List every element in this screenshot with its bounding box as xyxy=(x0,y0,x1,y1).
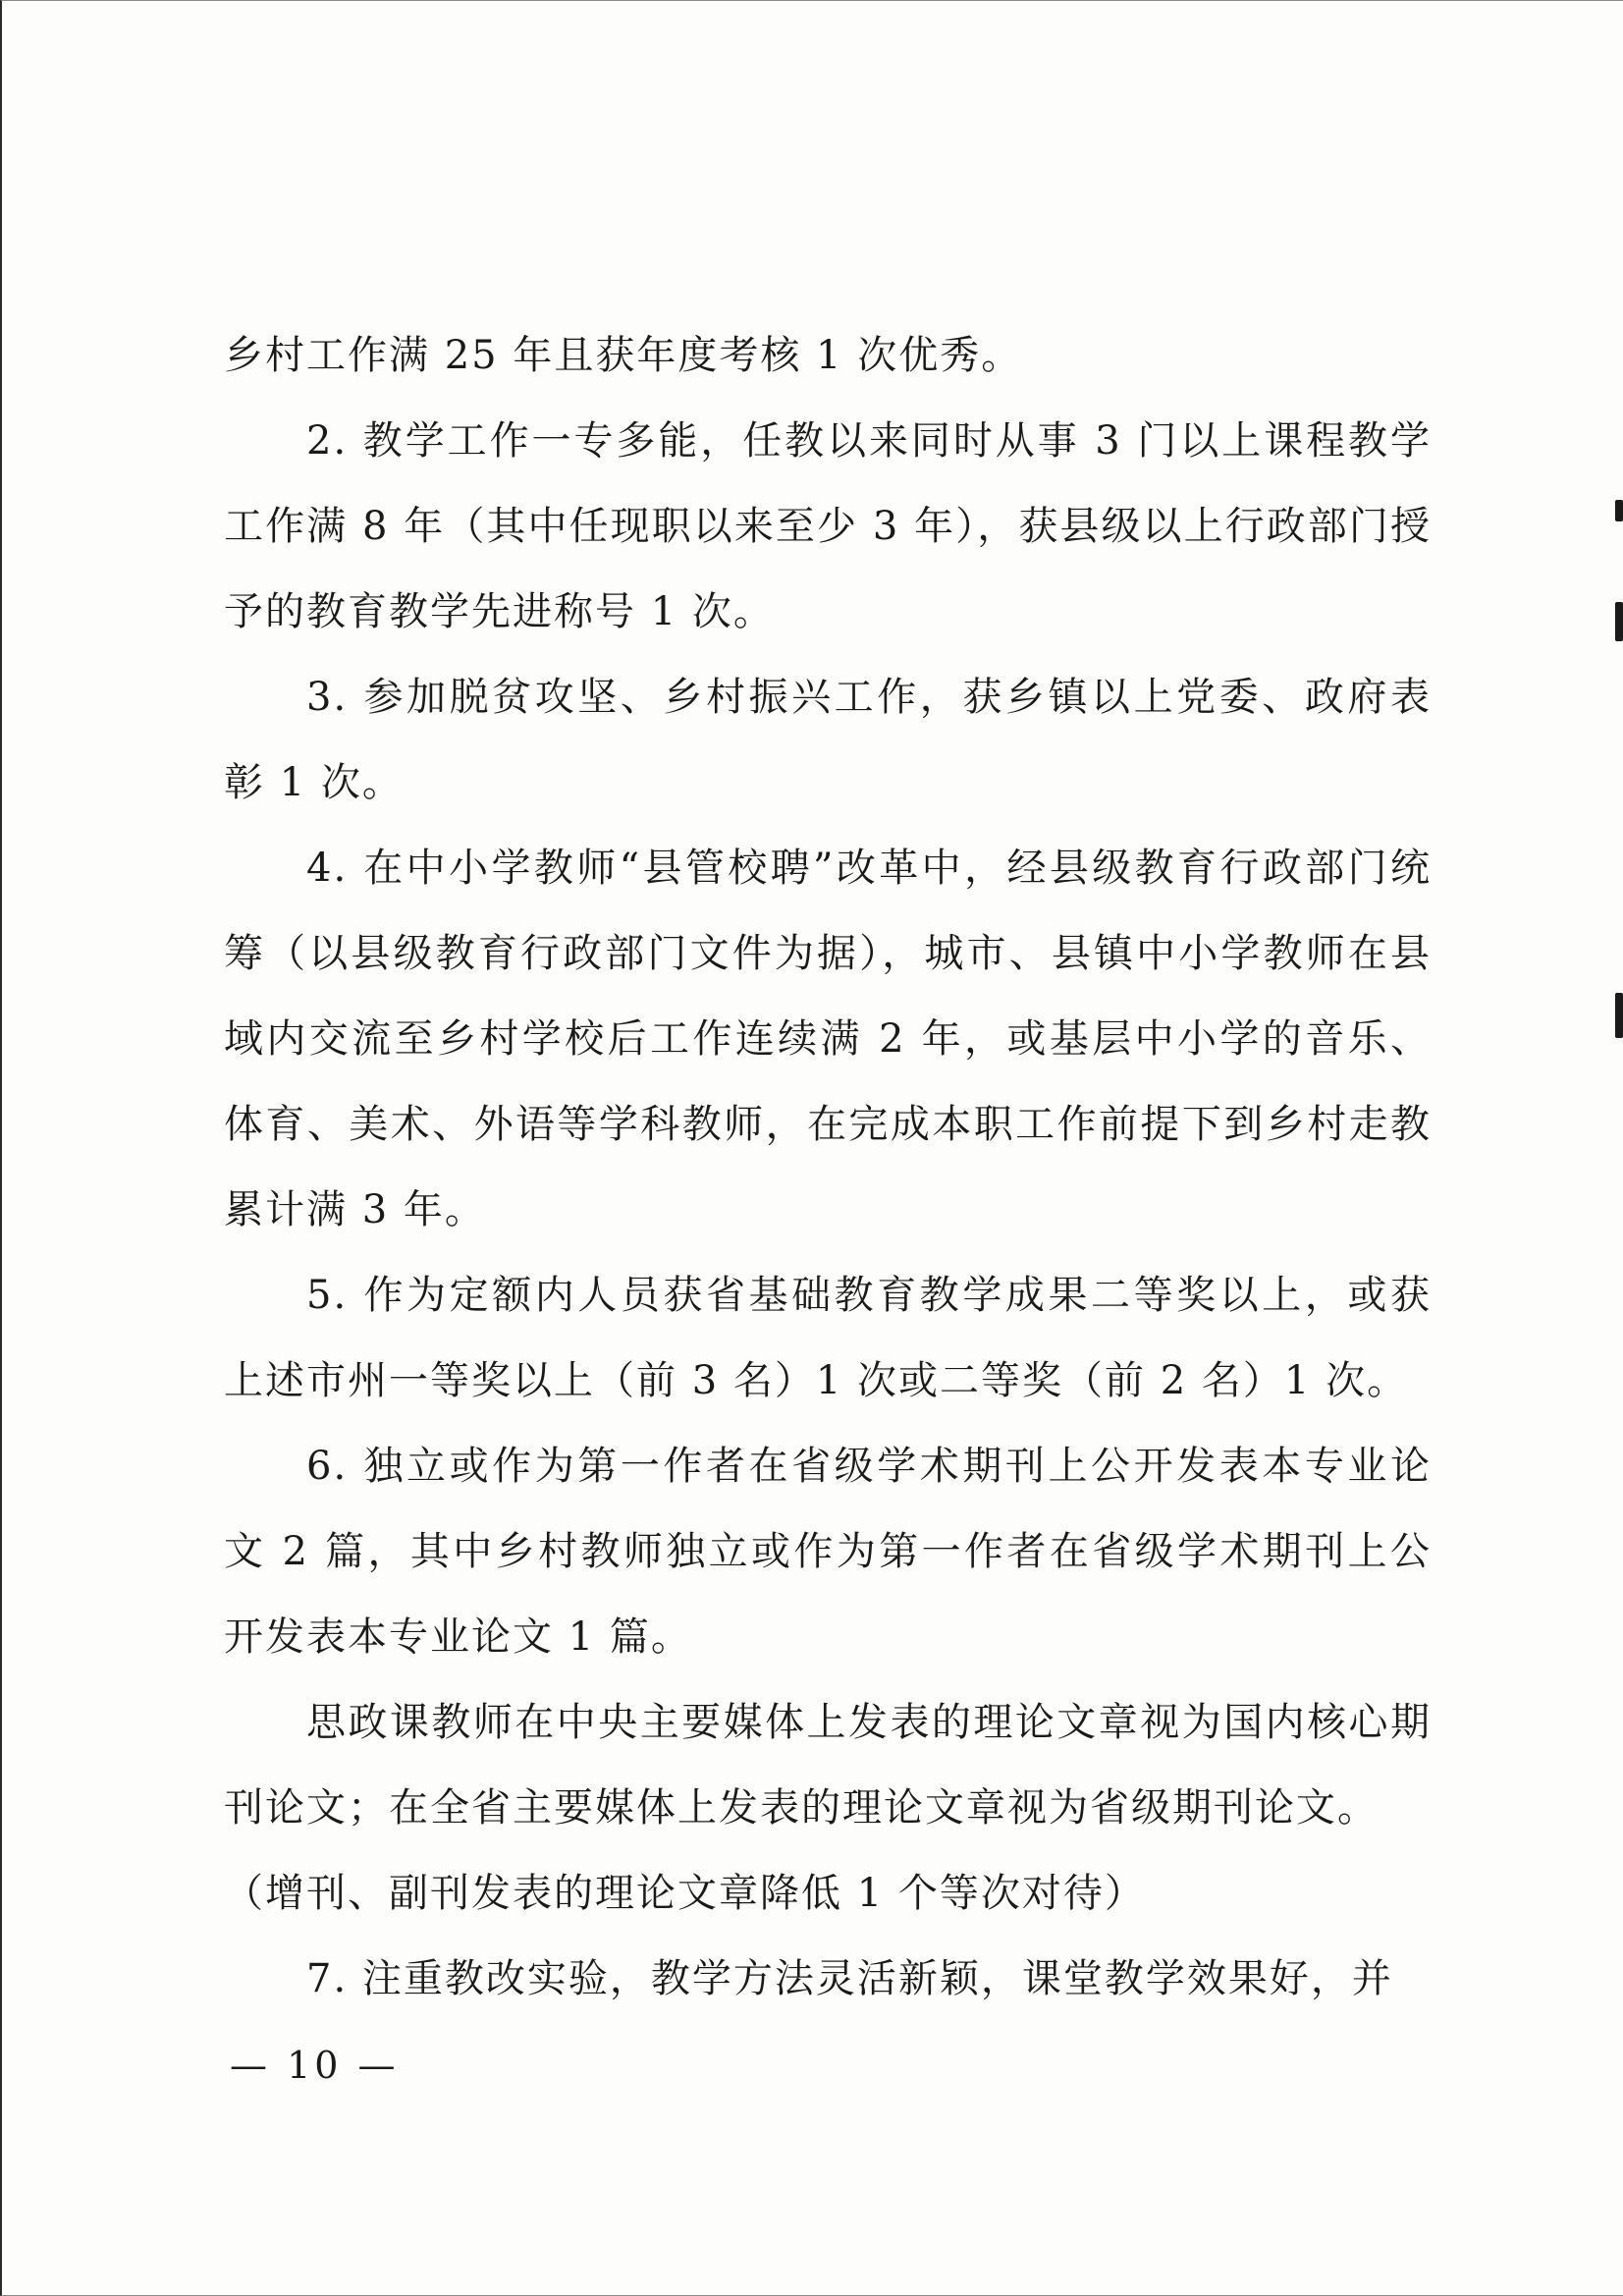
paragraph-item-3: 3. 参加脱贫攻坚、乡村振兴工作，获乡镇以上党委、政府表彰 1 次。 xyxy=(224,675,1432,805)
paragraph-item-2: 2. 教学工作一专多能，任教以来同时从事 3 门以上课程教学工作满 8 年（其中任现职以来至少 3 年），获县级以上行政部门授予的教育教学先进称号 1 次。 xyxy=(224,418,1432,634)
document-body xyxy=(224,313,1432,2022)
paragraph-supplement-note: （增刊、副刊发表的理论文章降低 1 个等次对待） xyxy=(224,1871,1146,1916)
scan-edge-mark xyxy=(1615,500,1623,521)
scan-edge-mark xyxy=(1615,993,1623,1038)
paragraph-continuation: 乡村工作满 25 年且获年度考核 1 次优秀。 xyxy=(224,333,1023,378)
paragraph-item-5: 5. 作为定额内人员获省基础教育教学成果二等奖以上，或获上述市州一等奖以上（前 3 名）1 次或二等奖（前 2 名）1 次。 xyxy=(224,1273,1432,1403)
paragraph-item-4: 4. 在中小学教师“县管校聘”改革中，经县级教育行政部门统筹（以县级教育行政部门文件为据），城市、县镇中小学教师在县域内交流至乡村学校后工作连续满 2 年，或基层中小学的音乐、体育、美术、外语等学科教师，在完成本职工作前提下到乡村走教累计满 3 年。 xyxy=(224,846,1432,1232)
paragraph-item-6: 6. 独立或作为第一作者在省级学术期刊上公开发表本专业论文 2 篇，其中乡村教师独立或作为第一作者在省级学术期刊上公开发表本专业论文 1 篇。 xyxy=(224,1444,1432,1660)
paragraph-item-7: 7. 注重教改实验，教学方法灵活新颖，课堂教学效果好，并 xyxy=(306,1956,1393,2001)
page-number: — 10 — xyxy=(230,2044,400,2087)
paragraph-ideology-teachers: 思政课教师在中央主要媒体上发表的理论文章视为国内核心期刊论文；在全省主要媒体上发表的理论文章视为省级期刊论文。 xyxy=(224,1700,1432,1831)
scan-edge-mark xyxy=(1615,602,1623,641)
